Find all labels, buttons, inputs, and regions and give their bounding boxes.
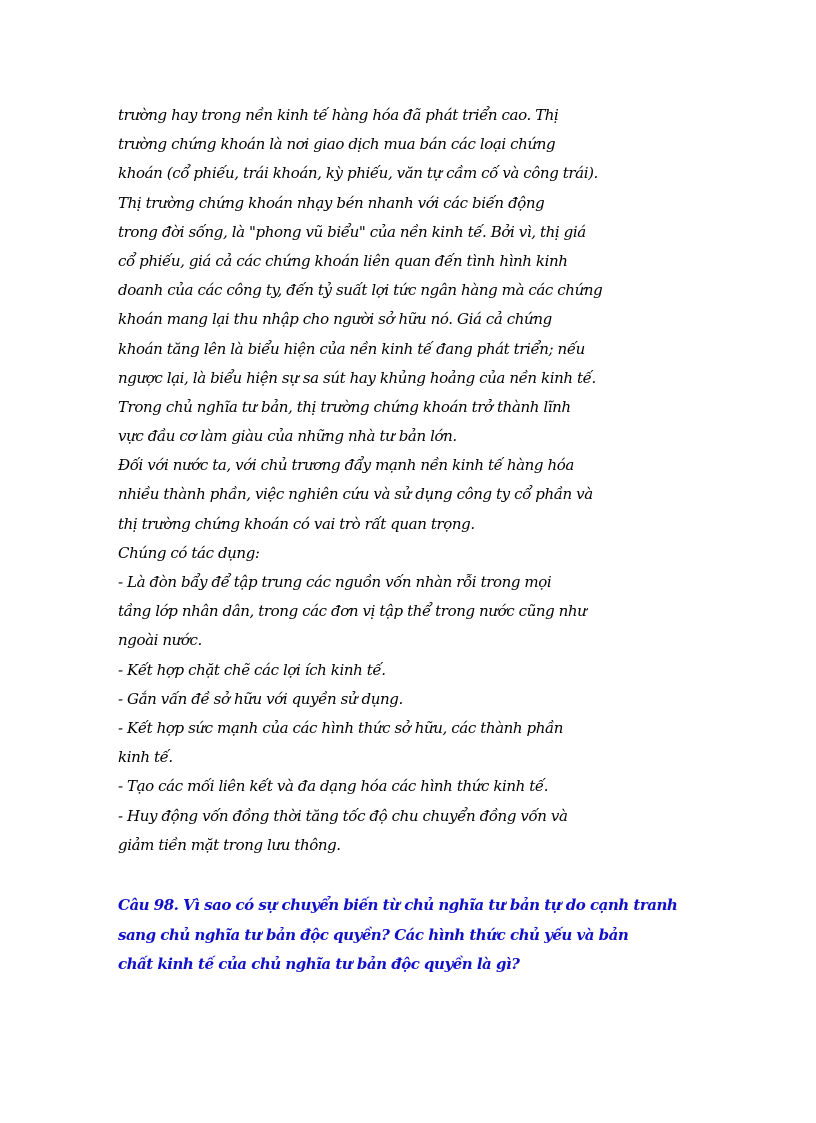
list-item-line: - Là đòn bẩy để tập trung các nguồn vốn nhàn rỗi trong mọi: [118, 573, 552, 591]
text-line: khoán mang lại thu nhập cho người sở hữu nó. Giá cả chứng: [118, 310, 552, 329]
text-line: trong đời sống, là "phong vũ biểu" của nền kinh tế. Bởi vì, thị giá: [118, 222, 586, 241]
text-line: khoán tăng lên là biểu hiện của nền kinh tế đang phát triển; nếu: [118, 339, 585, 358]
text-line: trường hay trong nền kinh tế hàng hóa đã phát triển cao. Thị: [118, 106, 559, 124]
text-line: doanh của các công ty, đến tỷ suất lợi tức ngân hàng mà các chứng: [118, 281, 603, 300]
question-line: chất kinh tế của chủ nghĩa tư bản độc quyền là gì?: [118, 955, 520, 973]
text-line: khoán (cổ phiếu, trái khoán, kỳ phiếu, văn tự cầm cố và công trái).: [118, 164, 598, 183]
text-line: nhiều thành phần, việc nghiên cứu và sử dụng công ty cổ phần và: [118, 485, 593, 504]
list-item-line: ngoài nước.: [118, 631, 202, 650]
question-heading: [118, 891, 758, 980]
question-line: Câu 98. Vì sao có sự chuyển biến từ chủ nghĩa tư bản tự do cạnh tranh: [118, 896, 678, 914]
list-item-line: - Tạo các mối liên kết và đa dạng hóa các hình thức kinh tế.: [118, 777, 549, 796]
text-line: Đối với nước ta, với chủ trương đẩy mạnh nền kinh tế hàng hóa: [118, 456, 574, 475]
list-item-line: giảm tiền mặt trong lưu thông.: [118, 835, 341, 854]
text-line: thị trường chứng khoán có vai trò rất quan trọng.: [118, 514, 475, 533]
text-line: ngược lại, là biểu hiện sự sa sút hay khủng hoảng của nền kinh tế.: [118, 368, 596, 387]
list-item-line: - Kết hợp sức mạnh của các hình thức sở hữu, các thành phần: [118, 718, 564, 737]
text-line: Thị trường chứng khoán nhạy bén nhanh với các biến động: [118, 193, 545, 212]
text-line: vực đầu cơ làm giàu của những nhà tư bản lớn.: [118, 427, 457, 446]
list-item-line: - Kết hợp chặt chẽ các lợi ích kinh tế.: [118, 660, 386, 679]
text-line: Trong chủ nghĩa tư bản, thị trường chứng khoán trở thành lĩnh: [118, 397, 571, 416]
body-paragraph: [118, 101, 718, 860]
list-item-line: - Huy động vốn đồng thời tăng tốc độ chu chuyển đồng vốn và: [118, 806, 568, 825]
list-item-line: tầng lớp nhân dân, trong các đơn vị tập thể trong nước cũng như: [118, 602, 587, 621]
text-line: cổ phiếu, giá cả các chứng khoán liên quan đến tình hình kinh: [118, 251, 568, 270]
text-line: trường chứng khoán là nơi giao dịch mua bán các loại chứng: [118, 135, 556, 154]
list-item-line: kinh tế.: [118, 748, 173, 767]
text-line: Chúng có tác dụng:: [118, 543, 260, 562]
list-item-line: - Gắn vấn đề sở hữu với quyền sử dụng.: [118, 689, 403, 708]
question-line: sang chủ nghĩa tư bản độc quyền? Các hình thức chủ yếu và bản: [118, 925, 629, 944]
